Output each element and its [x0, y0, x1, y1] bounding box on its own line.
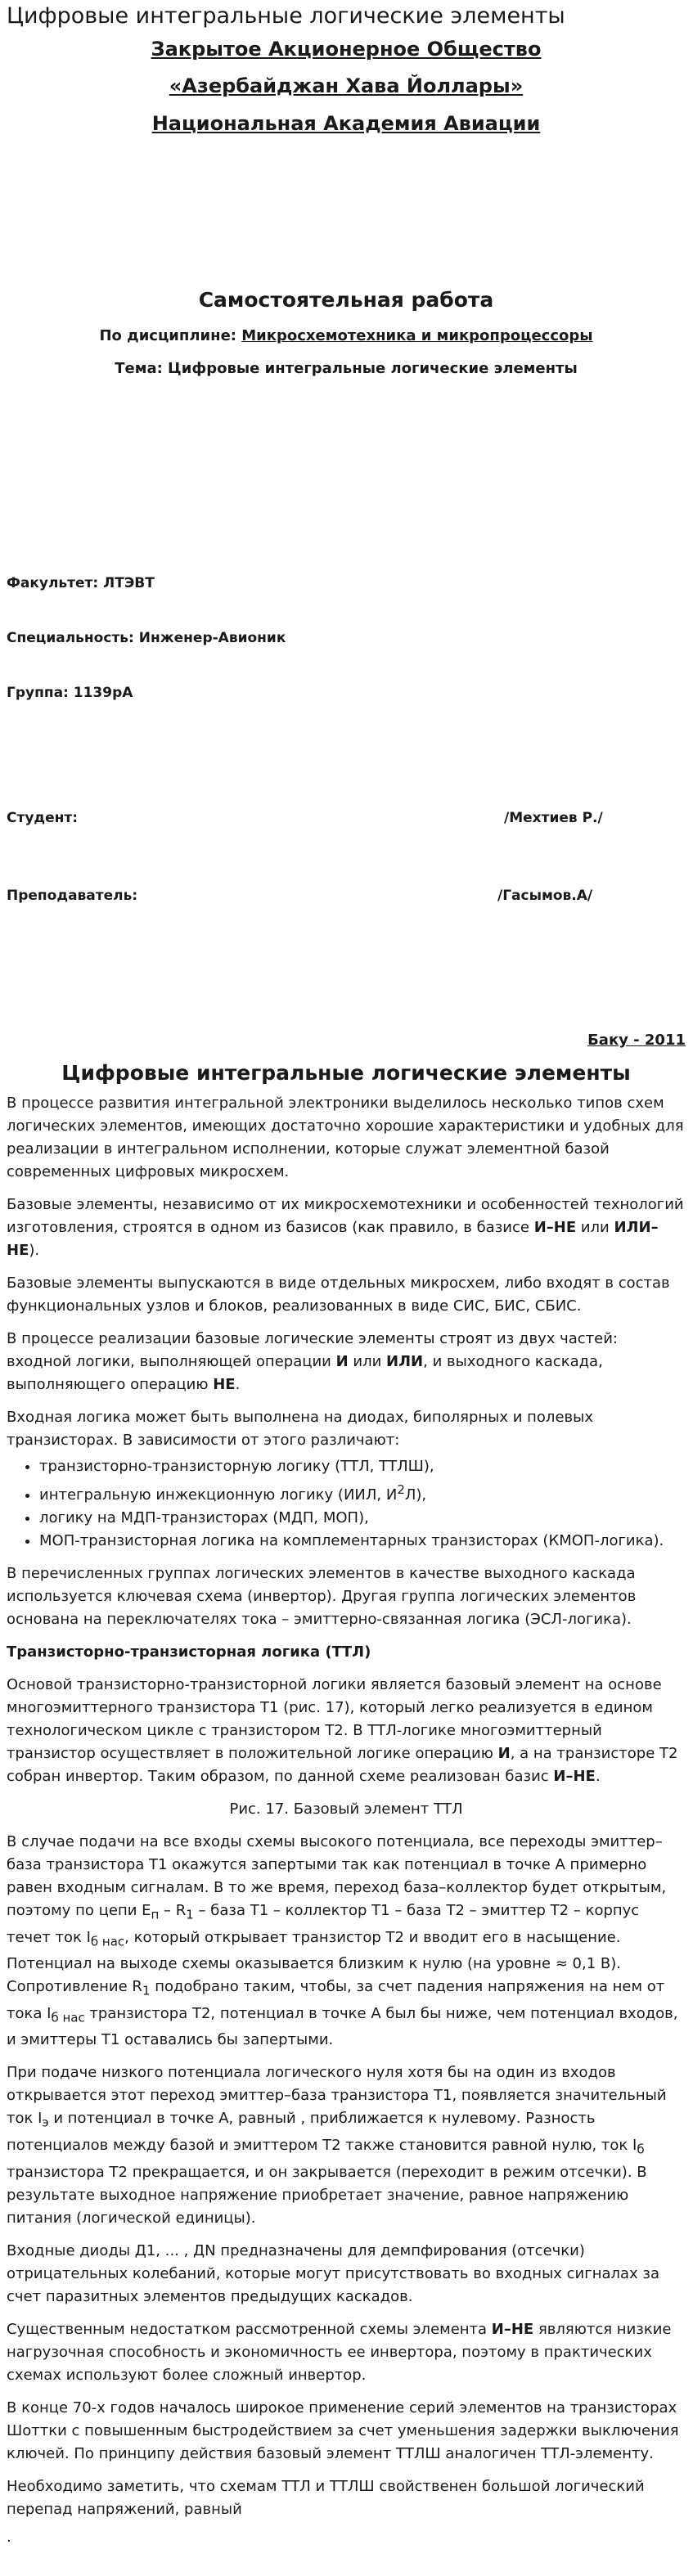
paragraph-13: Необходимо заметить, что схемам ТТЛ и ТТЛШ свойственен большой логический перепад напряжений, равный	[7, 2477, 645, 2518]
text: .	[235, 1376, 241, 1393]
subscript: 1	[142, 1983, 151, 1998]
text: ).	[29, 1242, 40, 1259]
text: и потенциал в точке A, равный , приближается к нулевому. Разность потенциалов между базой и эмиттером T2 также становится равной нулю, ток I	[7, 2110, 637, 2154]
specialty: Специальность: Инженер-Авионик	[7, 630, 286, 646]
discipline-prefix: По дисциплине:	[99, 327, 242, 344]
student-label: Студент:	[7, 810, 79, 826]
subscript: б нас	[90, 1934, 125, 1949]
bold-term: И–НЕ	[553, 1768, 596, 1785]
text: интегральную инжекционную логику (ИИЛ, И	[39, 1486, 398, 1504]
topic-line: Тема: Цифровые интегральные логические элементы	[115, 360, 578, 377]
teacher-label: Преподаватель:	[7, 888, 138, 904]
text: – R	[159, 1902, 187, 1919]
bold-term: И	[497, 1745, 511, 1762]
paragraph-9	[7, 2061, 686, 2229]
text: или	[576, 1219, 614, 1236]
paragraph-2	[7, 1194, 686, 1262]
org-line-1: Закрытое Акционерное Общество	[151, 38, 542, 61]
document-title: Цифровые интегральные логические элементы	[7, 3, 565, 29]
paragraph-5: Входная логика может быть выполнена на диодах, биполярных и полевых транзисторах. В зависимости от этого различают:	[7, 1409, 593, 1449]
bold-term: ИЛИ	[386, 1353, 424, 1370]
work-title: Самостоятельная работа	[198, 288, 494, 312]
logic-types-list	[7, 1455, 686, 1553]
subscript: б нас	[51, 2010, 85, 2025]
text: , который открывает транзистор T2 и вводит его в насыщение. Потенциал на выходе схемы оказывается близким к нулю (на уровне ≈ 0,1 В). Сопротивление R	[7, 1928, 621, 1996]
text: или	[348, 1353, 387, 1370]
list-item	[39, 1478, 686, 1507]
text: транзистора T2 прекращается, и он закрывается (переходит в режим отсечки). В результате выходное напряжение приобретает значение, равное напряжению питания (логической единицы).	[7, 2163, 647, 2227]
org-line-2: «Азербайджан Хава Йоллары»	[169, 74, 524, 97]
paragraph-10: Входные диоды Д1, ... , ДN предназначены для демпфирования (отсечки) отрицательных колебаний, которые могут присутствовать во входных сигналах за счет паразитных элементов предыдущих каскадов.	[7, 2241, 660, 2305]
student-name: /Мехтиев Р./	[504, 810, 603, 826]
paragraph-3: Базовые элементы выпускаются в виде отдельных микросхем, либо входят в состав функциональных узлов и блоков, реализованных в виде СИС, БИС, СБИС.	[7, 1275, 670, 1315]
group: Группа: 1139рА	[7, 685, 133, 701]
text: , и выходного каскада, выполняющего операцию	[7, 1353, 603, 1393]
paragraph-11	[7, 2318, 686, 2387]
text: , а на транзисторе T2 собран инвертор. Таким образом, по данной схеме реализован базис	[7, 1745, 678, 1785]
bold-term: И–НЕ	[533, 1219, 577, 1236]
text: В процессе реализации базовые логические элементы строят из двух частей: входной логики, выполняющей операции	[7, 1330, 618, 1370]
text: подобрано таким, чтобы, за счет падения напряжения на нем от тока I	[7, 1978, 665, 2022]
text: Основой транзисторно-транзисторной логики является базовый элемент на основе многоэмиттерного транзистора T1 (рис. 17), который легко реализуется в едином технологическом цикле с транзистором T2. В ТТЛ-логике многоэмиттерный транзистор осуществляет в положительной логике операцию	[7, 1676, 662, 1762]
text: Л),	[404, 1486, 427, 1504]
list-item: • транзисторно-транзисторную логику (ТТЛ, ТТЛШ),	[39, 1455, 686, 1478]
figure-caption: Рис. 17. Базовый элемент ТТЛ	[229, 1801, 463, 1818]
list-item: • логику на МДП-транзисторах (МДП, МОП),	[39, 1507, 686, 1530]
text: – база T1 – коллектор T1 – база T2 – эмиттер T2 – корпус течет ток I	[7, 1902, 640, 1946]
paragraph-1: В процессе развития интегральной электроники выделилось несколько типов схем логических элементов, имеющих достаточно хорошие характеристики и удобных для реализации в интегральном исполнении, которые служат элементной базой современных цифровых микросхем.	[7, 1095, 684, 1180]
bold-term: И–НЕ	[491, 2320, 534, 2338]
text: являются низкие нагрузочная способность и экономичность ее инвертора, поэтому в практических схемах используют более сложный инвертор.	[7, 2320, 672, 2384]
text: В случае подачи на все входы схемы высокого потенциала, все переходы эмиттер–база транзистора T1 окажутся запертыми так как потенциал в точке A примерно равен входным сигналам. В то же время, переход база–коллектор будет открытым, поэтому по цепи E	[7, 1833, 667, 1919]
text: .	[595, 1768, 601, 1785]
text: Существенным недостатком рассмотренной схемы элемента	[7, 2320, 492, 2338]
paragraph-4	[7, 1328, 686, 1396]
subscript: п	[151, 1907, 160, 1922]
list-item: • МОП-транзисторная логика на комплементарных транзисторах (КМОП-логика).	[39, 1530, 686, 1553]
teacher-name: /Гасымов.А/	[497, 888, 593, 904]
section-heading-ttl: Транзисторно-транзисторная логика (ТТЛ)	[7, 1643, 371, 1661]
superscript: 2	[397, 1482, 405, 1497]
bold-term: И	[335, 1353, 349, 1370]
subscript: э	[42, 2115, 49, 2130]
main-heading: Цифровые интегральные логические элементы	[61, 1061, 631, 1085]
paragraph-8	[7, 1831, 686, 2052]
text: транзистора T2, потенциал в точке A был бы ниже, чем потенциал входов, и эмиттеры T1 оставались бы запертыми.	[7, 2004, 678, 2049]
discipline-line	[7, 327, 686, 344]
discipline-name: Микросхемотехника и микропроцессоры	[241, 327, 593, 344]
text: При подаче низкого потенциала логического нуля хотя бы на один из входов открывается этот переход эмиттер–база транзистора T1, появляется значительный ток I	[7, 2064, 667, 2128]
bold-term: ИЛИ–НЕ	[7, 1219, 659, 1259]
subscript: б	[637, 2142, 645, 2157]
paragraph-6: В перечисленных группах логических элементов в качестве выходного каскада используется ключевая схема (инвертор). Другая группа логических элементов основана на переключателях тока – эмиттерно-связанная логика (ЭСЛ-логика).	[7, 1565, 637, 1628]
trailing-dot: .	[7, 2528, 11, 2546]
faculty: Факультет: ЛТЭВТ	[7, 575, 155, 591]
subscript: 1	[186, 1907, 194, 1922]
paragraph-12: В конце 70-х годов началось широкое применение серий элементов на транзисторах Шоттки с повышенным быстродействием за счет уменьшения задержки выключения ключей. По принципу действия базовый элемент ТТЛШ аналогичен ТТЛ-элементу.	[7, 2398, 679, 2462]
org-line-3: Национальная Академия Авиации	[151, 112, 541, 135]
city-year: Баку - 2011	[587, 1032, 686, 1049]
paragraph-7	[7, 1674, 686, 1788]
text: Базовые элементы, независимо от их микросхемотехники и особенностей технологий изготовления, строятся в одном из базисов (как правило, в базисе	[7, 1196, 684, 1236]
document-body	[7, 1092, 686, 2549]
bold-term: НЕ	[213, 1376, 236, 1393]
